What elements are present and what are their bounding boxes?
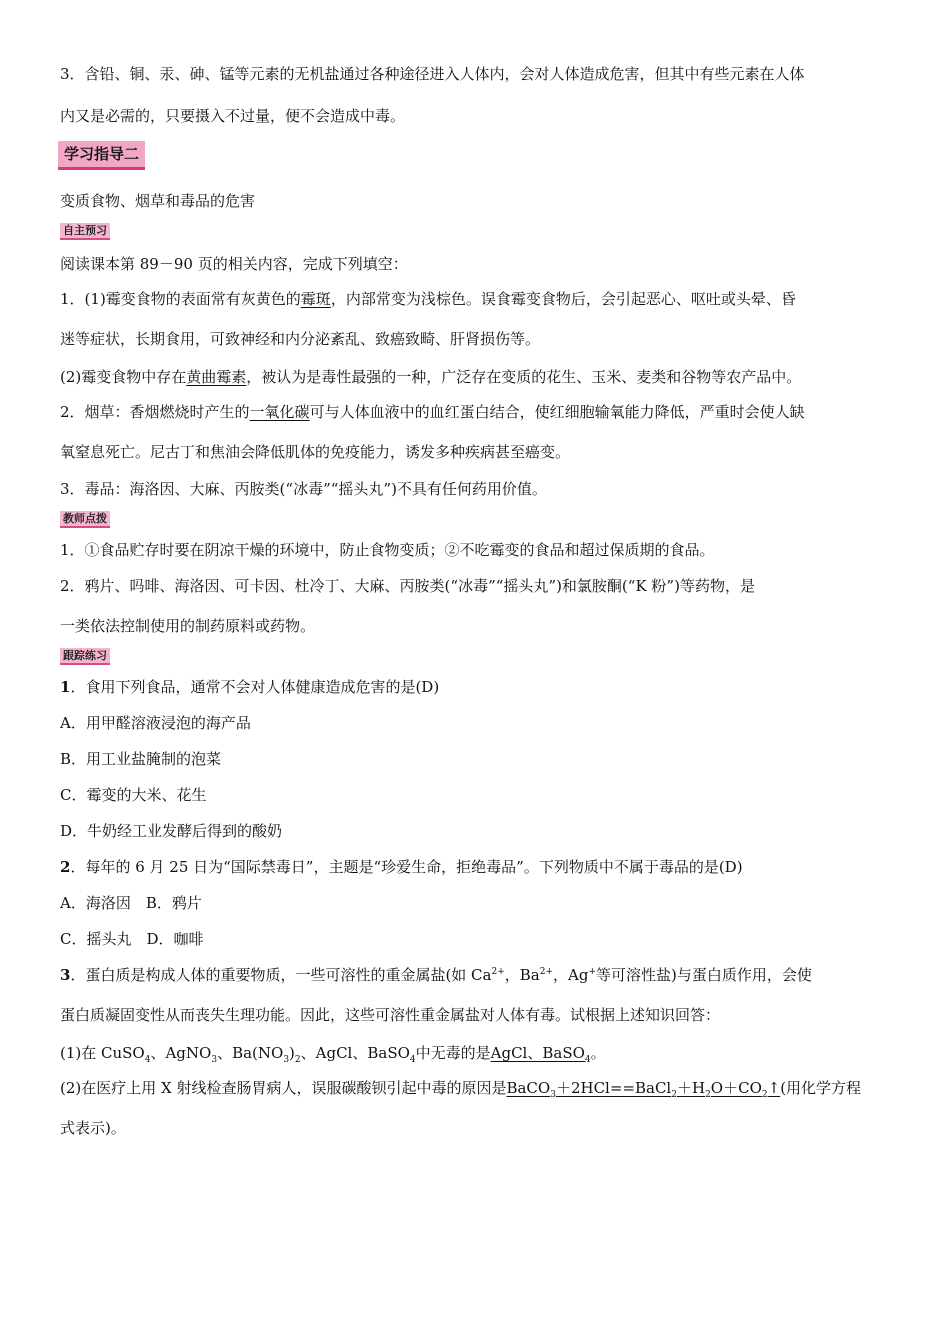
answer-blank: 一氧化碳 [249,403,310,421]
fill-3: 3．毒品：海洛因、大麻、丙胺类(“冰毒”“摇头丸”)不具有任何药用价值。 [60,480,547,498]
text: 。 [590,1044,606,1062]
exercise-1-stem [60,677,439,697]
text: ，被认为是毒性最强的一种，广泛存在变质的花生、玉米、麦类和谷物等农产品中。 [246,368,802,386]
text: 、AgNO [150,1044,212,1062]
tip-1: 1．①食品贮存时要在阴凉干燥的环境中，防止食物变质；②不吃霉变的食品和超过保质期的食品。 [60,541,715,559]
text: 、Ba(NO [217,1044,284,1062]
text: (2)在医疗上用 X 射线检查肠胃病人，误服碳酸钡引起中毒的原因是 [60,1079,507,1097]
text: ，内部常变为浅棕色。误食霉变食物后，会引起恶心、呕吐或头晕、昏 [330,290,796,308]
badge-self-preview: 自主预习 [60,223,110,240]
exercise-1-option-a: A．用甲醛溶液浸泡的海产品 [60,714,251,732]
exercise-2-options-ab: A．海洛因 B．鸦片 [60,894,202,912]
exercise-1-option-b: B．用工业盐腌制的泡菜 [60,750,222,768]
text: 1．(1)霉变食物的表面常有灰黄色的 [60,290,301,308]
text: O＋CO [710,1079,762,1097]
answer-blank: 霉斑 [300,290,331,308]
subscript: 2 [671,1090,677,1100]
superscript: 2+ [491,967,505,977]
text: 2．烟草：香烟燃烧时产生的 [60,403,250,421]
subscript: 3 [550,1090,556,1100]
text: ，Ba [504,966,540,984]
subscript: 3 [211,1055,218,1065]
fill-1-2 [60,367,801,387]
subscript: 2 [294,1055,301,1065]
text: 中无毒的是 [415,1044,491,1062]
fill-2-line-1 [60,402,805,422]
intro-text: 阅读课本第 89－90 页的相关内容，完成下列填空： [60,255,408,273]
tip-2-line-1: 2．鸦片、吗啡、海洛因、可卡因、杜冷丁、大麻、丙胺类(“冰毒”“摇头丸”)和氯胺酮(“K 粉”)等药物，是 [60,577,755,595]
subscript: 2 [761,1090,768,1100]
section-title: 学习指导二 [58,141,145,170]
question-number: 2 [60,858,71,876]
text: ．蛋白质是构成人体的重要物质，一些可溶性的重金属盐(如 Ca [70,966,492,984]
up-arrow: ↑ [767,1079,781,1097]
subscript: 3 [283,1055,290,1065]
exercise-3-stem-line-2: 蛋白质凝固变性从而丧失生理功能。因此，这些可溶性重金属盐对人体有毒。试根据上述知识回答： [60,1006,721,1024]
paragraph-3-line-1: 3．含铅、铜、汞、砷、锰等元素的无机盐通过各种途径进入人体内，会对人体造成危害，但其中有些元素在人体 [60,65,805,83]
text: AgCl、BaSO [490,1044,585,1062]
text: ) [289,1044,295,1062]
text: ，Ag [553,966,589,984]
superscript: 2+ [539,967,554,977]
subscript: 4 [144,1055,151,1065]
question-number: 1 [60,678,71,696]
text: (2)霉变食物中存在 [60,368,187,386]
superscript: + [588,967,596,977]
exercise-2-stem [60,857,743,877]
exercise-1-option-d: D．牛奶经工业发酵后得到的酸奶 [60,822,283,840]
fill-1-1-line-1 [60,289,796,309]
answer-blank [490,1044,591,1065]
text: (用化学方程 [780,1079,862,1097]
exercise-1-option-c: C．霉变的大米、花生 [60,786,207,804]
subscript: 4 [409,1055,416,1065]
subscript: 2 [705,1090,711,1100]
badge-teacher-tips: 教师点拨 [60,511,110,528]
text: (1)在 CuSO [60,1044,145,1062]
badge-practice: 跟踪练习 [60,648,110,665]
text: 、AgCl、BaSO [300,1044,410,1062]
topic-heading: 变质食物、烟草和毒品的危害 [60,192,256,210]
text: 可与人体血液中的血红蛋白结合，使红细胞输氧能力降低，严重时会使人缺 [309,403,805,421]
exercise-3-part-2-line-1 [60,1078,861,1098]
text: 等可溶性盐)与蛋白质作用，会使 [596,966,812,984]
text: ．食用下列食品，通常不会对人体健康造成危害的是(D) [70,678,440,696]
tip-2-line-2: 一类依法控制使用的制药原料或药物。 [60,617,316,635]
text: ＋H [676,1079,706,1097]
exercise-3-part-1 [60,1043,606,1063]
paragraph-3-line-2: 内又是必需的，只要摄入不过量，便不会造成中毒。 [60,107,406,125]
question-number: 3 [60,966,71,984]
exercise-2-options-cd: C．摇头丸 D．咖啡 [60,930,204,948]
fill-1-1-line-2: 迷等症状，长期食用，可致神经和内分泌紊乱、致癌致畸、肝肾损伤等。 [60,330,541,348]
text: ．每年的 6 月 25 日为“国际禁毒日”，主题是“珍爱生命，拒绝毒品”。下列物质中不属于毒品的是(D) [70,858,743,876]
text: ＋2HCl==BaCl [555,1079,672,1097]
text: BaCO [506,1079,551,1097]
answer-equation [506,1079,781,1100]
answer-blank: 黄曲霉素 [186,368,247,386]
exercise-3-part-2-line-2: 式表示)。 [60,1119,126,1137]
exercise-3-stem-line-1 [60,965,812,985]
fill-2-line-2: 氧窒息死亡。尼古丁和焦油会降低肌体的免疫能力，诱发多种疾病甚至癌变。 [60,443,571,461]
subscript: 4 [584,1055,591,1065]
